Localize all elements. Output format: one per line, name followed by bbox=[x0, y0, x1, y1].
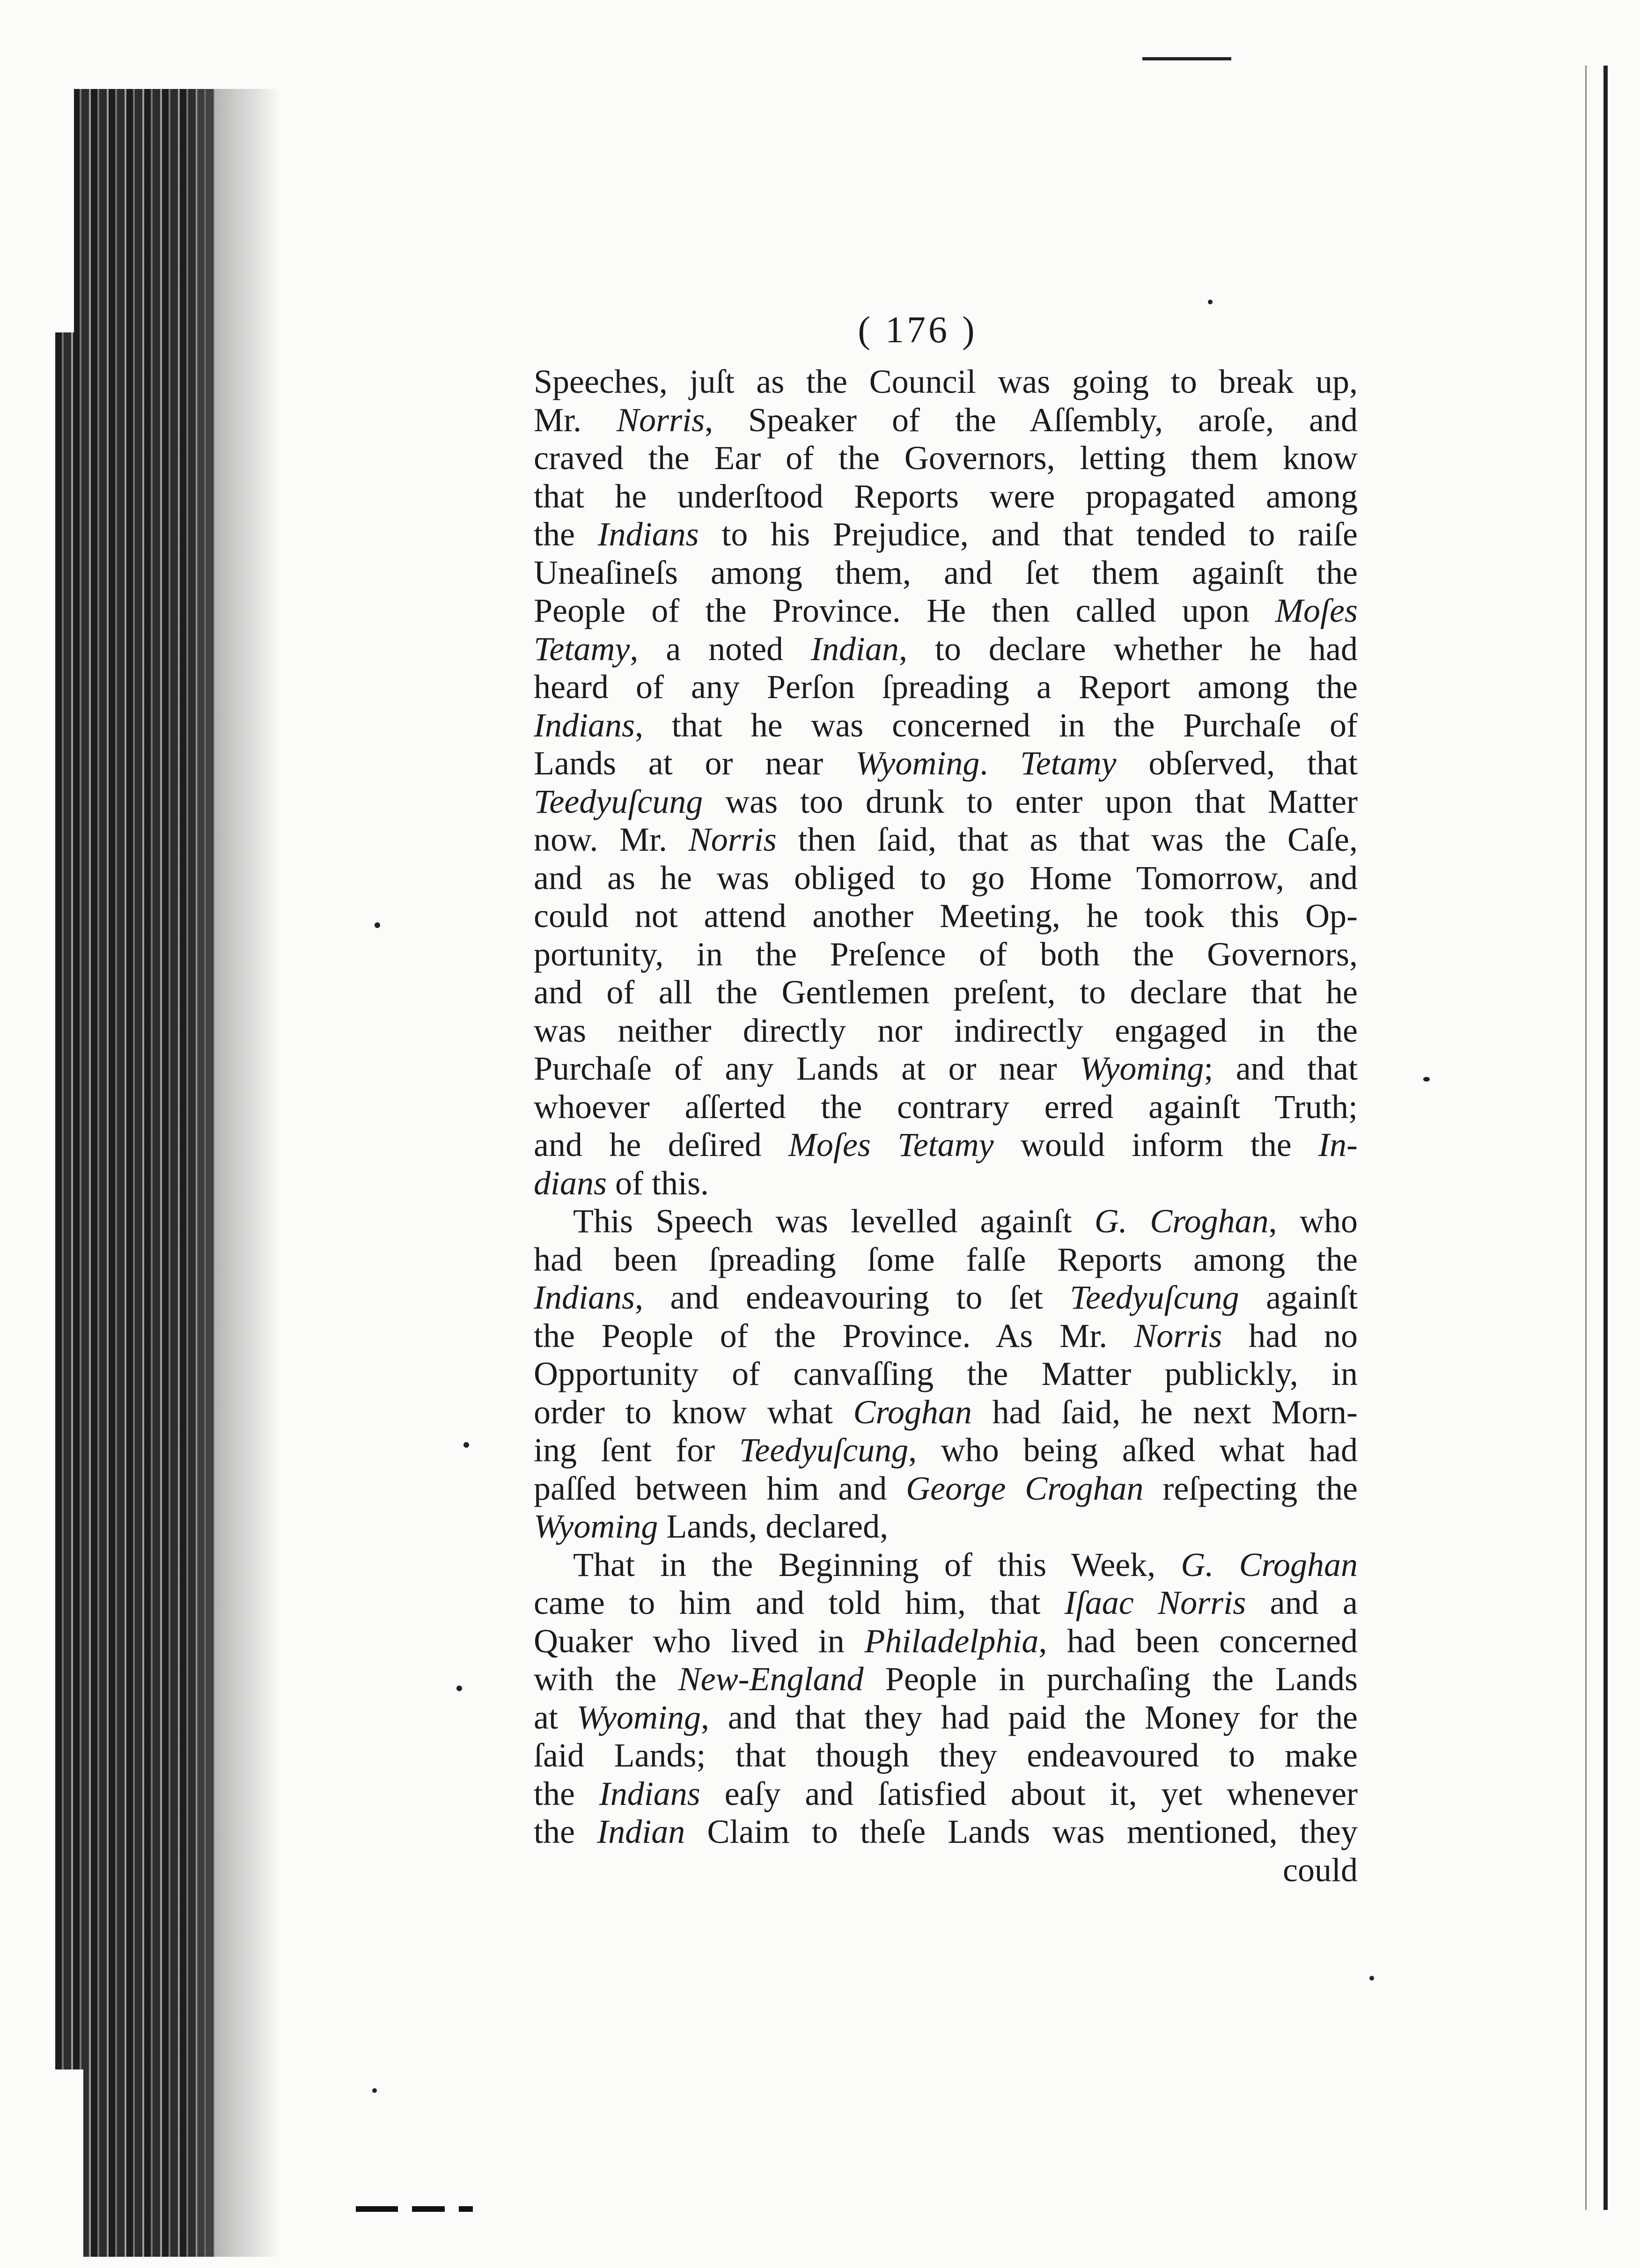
text-line: and as he was obliged to go Home Tomorrow, and bbox=[534, 859, 1358, 897]
text-line: Teedyuſcung was too drunk to enter upon that Matter bbox=[534, 782, 1358, 820]
text-line: Purchaſe of any Lands at or near Wyoming; and that bbox=[534, 1050, 1358, 1087]
text-line: ing ſent for Teedyuſcung, who being aſked what had bbox=[534, 1431, 1358, 1469]
text-line: Speeches, juſt as the Council was going to break up, bbox=[534, 363, 1358, 400]
scan-speck bbox=[1369, 1976, 1374, 1981]
margin-dash bbox=[459, 2206, 473, 2212]
gutter-notch bbox=[55, 89, 74, 332]
text-line: Lands at or near Wyoming. Tetamy obſerved, that bbox=[534, 744, 1358, 782]
page-number: ( 176 ) bbox=[858, 309, 978, 351]
text-line: had been ſpreading ſome falſe Reports among the bbox=[534, 1240, 1358, 1278]
text-line: paſſed between him and George Croghan reſpecting the bbox=[534, 1469, 1358, 1507]
gutter-shadow bbox=[197, 89, 281, 2257]
text-line: with the New-England People in purchaſing the Lands bbox=[534, 1660, 1358, 1698]
text-line: Opportunity of canvaſſing the Matter publickly, in bbox=[534, 1355, 1358, 1392]
text-line: at Wyoming, and that they had paid the Money for the bbox=[534, 1698, 1358, 1736]
text-line: the Indian Claim to theſe Lands was mentioned, they bbox=[534, 1813, 1358, 1850]
text-line: heard of any Perſon ſpreading a Report among the bbox=[534, 668, 1358, 706]
text-line: That in the Beginning of this Week, G. Croghan bbox=[573, 1546, 1358, 1583]
text-line: Wyoming Lands, declared, bbox=[534, 1508, 889, 1545]
text-line: Indians, that he was concerned in the Purchaſe of bbox=[534, 706, 1358, 744]
text-line: came to him and told him, that Iſaac Norris and a bbox=[534, 1584, 1358, 1621]
scan-speck bbox=[1208, 300, 1213, 304]
text-line: Mr. Norris, Speaker of the Aſſembly, aroſe, and bbox=[534, 401, 1358, 439]
margin-dash bbox=[412, 2206, 445, 2212]
text-line: craved the Ear of the Governors, letting them know bbox=[534, 439, 1358, 477]
text-line: ſaid Lands; that though they endeavoured to make bbox=[534, 1737, 1358, 1774]
text-line: the People of the Province. As Mr. Norris had no bbox=[534, 1317, 1358, 1355]
text-line: could not attend another Meeting, he took this Op- bbox=[534, 897, 1358, 935]
gutter-notch bbox=[55, 2069, 83, 2257]
text-line: whoever aſſerted the contrary erred againſt Truth; bbox=[534, 1088, 1358, 1126]
text-line: the Indians to his Prejudice, and that tended to raiſe bbox=[534, 515, 1358, 553]
scan-mark bbox=[1142, 57, 1231, 60]
scan-speck bbox=[1423, 1077, 1430, 1082]
page-edge bbox=[1603, 66, 1608, 2210]
text-line: the Indians eaſy and ſatisfied about it, yet whenever bbox=[534, 1775, 1358, 1812]
text-line: dians of this. bbox=[534, 1164, 709, 1202]
text-line: Uneaſineſs among them, and ſet them againſt the bbox=[534, 553, 1358, 591]
text-line: now. Mr. Norris then ſaid, that as that was the Caſe, bbox=[534, 821, 1358, 858]
scan-speck bbox=[463, 1442, 469, 1448]
scan-speck bbox=[456, 1686, 462, 1691]
text-line: that he underſtood Reports were propagated among bbox=[534, 477, 1358, 515]
binding-gutter bbox=[55, 89, 214, 2257]
body-text bbox=[534, 363, 1358, 1889]
text-line: and of all the Gentlemen preſent, to declare that he bbox=[534, 973, 1358, 1011]
margin-dash bbox=[356, 2206, 398, 2212]
text-line: Tetamy, a noted Indian, to declare whether he had bbox=[534, 630, 1358, 668]
text-line: People of the Province. He then called upon Moſes bbox=[534, 592, 1358, 629]
scan-speck bbox=[375, 922, 380, 928]
text-line: was neither directly nor indirectly engaged in the bbox=[534, 1011, 1358, 1049]
text-line: portunity, in the Preſence of both the Governors, bbox=[534, 935, 1358, 973]
text-line: Indians, and endeavouring to ſet Teedyuſcung againſt bbox=[534, 1279, 1358, 1316]
text-line: This Speech was levelled againſt G. Croghan, who bbox=[573, 1202, 1358, 1240]
scan-speck bbox=[372, 2088, 377, 2093]
text-line: and he deſired Moſes Tetamy would inform the In- bbox=[534, 1126, 1358, 1163]
text-line: Quaker who lived in Philadelphia, had been concerned bbox=[534, 1622, 1358, 1660]
catchword: could bbox=[1283, 1851, 1358, 1889]
page-edge-shadow bbox=[1585, 66, 1587, 2210]
text-line: order to know what Croghan had ſaid, he next Morn- bbox=[534, 1393, 1358, 1431]
